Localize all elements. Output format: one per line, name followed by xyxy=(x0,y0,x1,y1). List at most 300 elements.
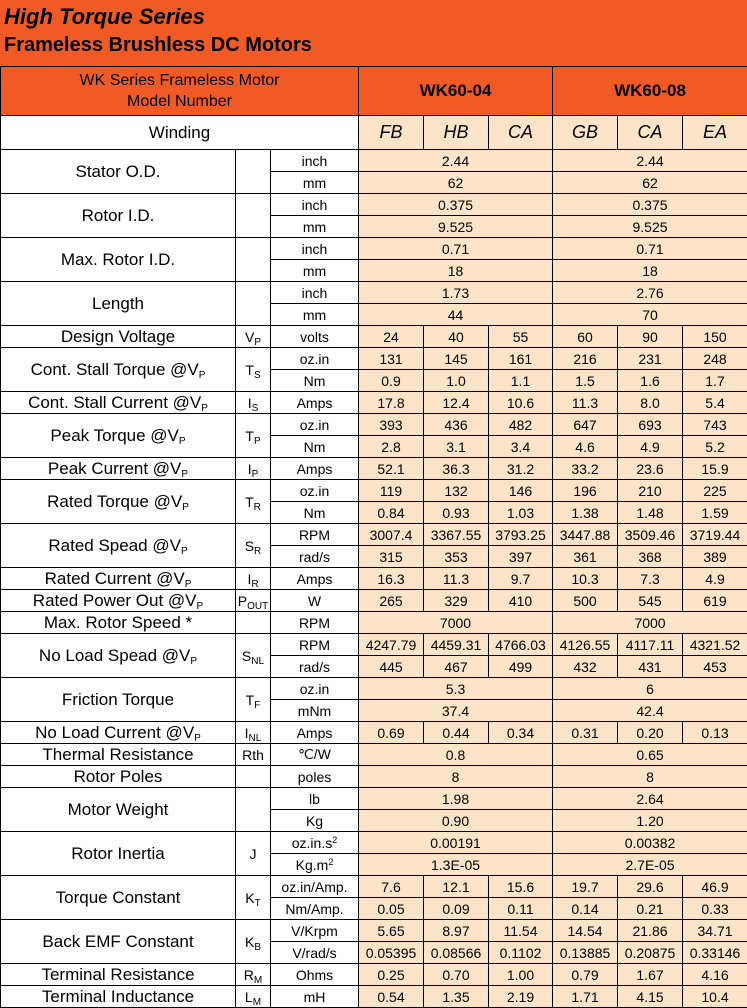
unit-cell xyxy=(271,986,359,1008)
param-name-design-voltage xyxy=(1,326,236,348)
param-symbol-torque-constant xyxy=(236,876,271,920)
symbol-text: I xyxy=(247,460,252,477)
param-name-text: Motor Weight xyxy=(67,799,169,819)
value-cell: 436 xyxy=(424,414,489,436)
value-cell: 8 xyxy=(359,766,553,788)
symbol-text: T xyxy=(245,427,254,444)
value-cell: 2.7E-05 xyxy=(553,854,747,876)
value-cell: 2.8 xyxy=(359,436,424,458)
value-cell: 397 xyxy=(489,546,553,568)
value-cell: 4.9 xyxy=(683,568,747,590)
value-cell: 0.25 xyxy=(359,964,424,986)
unit-text: oz.in/Amp. xyxy=(281,878,348,895)
param-symbol-max-rotor-speed xyxy=(236,612,271,634)
spec-row xyxy=(1,788,747,810)
series-title: High Torque Series xyxy=(4,4,205,29)
value-cell: 0.79 xyxy=(553,964,618,986)
value-cell: 1.6 xyxy=(618,370,683,392)
param-symbol-terminal-resistance xyxy=(236,964,271,986)
value-cell: 70 xyxy=(553,304,747,326)
series-subtitle: Frameless Brushless DC Motors xyxy=(4,34,312,56)
unit-cell xyxy=(271,282,359,304)
symbol-sub: P xyxy=(253,435,261,447)
unit-cell xyxy=(271,480,359,502)
value-cell: 329 xyxy=(424,590,489,612)
spec-row xyxy=(1,876,747,898)
param-name-text: Rotor Poles xyxy=(73,766,163,786)
unit-text: Nm xyxy=(303,438,326,455)
value-cell: 2.44 xyxy=(553,150,747,172)
param-name-text: Peak Current @V xyxy=(47,458,182,478)
value-cell: 24 xyxy=(359,326,424,348)
value-cell: 3719.44 xyxy=(683,524,747,546)
value-cell: 196 xyxy=(553,480,618,502)
value-cell: 619 xyxy=(683,590,747,612)
unit-text: oz.in xyxy=(299,350,330,367)
spec-row xyxy=(1,612,747,634)
value-cell: 248 xyxy=(683,348,747,370)
value-cell: 23.6 xyxy=(618,458,683,480)
value-cell: 7.3 xyxy=(618,568,683,590)
param-name-back-emf-constant xyxy=(1,920,236,964)
value-cell: 46.9 xyxy=(683,876,747,898)
symbol-text: T xyxy=(245,361,254,378)
unit-text: inch xyxy=(301,196,328,213)
unit-cell xyxy=(271,700,359,722)
unit-text: inch xyxy=(301,240,328,257)
value-cell: 0.21 xyxy=(618,898,683,920)
value-cell: 0.05 xyxy=(359,898,424,920)
param-name-text: Friction Torque xyxy=(61,689,175,709)
unit-text: Nm/Amp. xyxy=(285,900,344,917)
value-cell: 52.1 xyxy=(359,458,424,480)
unit-text: Kg.m xyxy=(295,856,329,873)
unit-cell xyxy=(271,172,359,194)
value-cell: 42.4 xyxy=(553,700,747,722)
value-cell: 9.7 xyxy=(489,568,553,590)
param-symbol-length xyxy=(236,282,271,326)
value-cell: 12.4 xyxy=(424,392,489,414)
param-name-terminal-resistance xyxy=(1,964,236,986)
unit-text: V/rad/s xyxy=(292,944,337,961)
symbol-text: I xyxy=(244,724,249,741)
model-wk60-08: WK60-08 xyxy=(553,67,747,116)
winding-ca: CA xyxy=(489,116,553,150)
unit-text: Amps xyxy=(296,570,333,587)
value-cell: 44 xyxy=(359,304,553,326)
unit-text: mm xyxy=(302,262,327,279)
value-cell: 5.65 xyxy=(359,920,424,942)
param-name-cont-stall-current-v xyxy=(1,392,236,414)
param-symbol-max-rotor-i-d xyxy=(236,238,271,282)
param-symbol-rotor-poles xyxy=(236,766,271,788)
symbol-sub: NL xyxy=(251,655,265,667)
value-cell: 2.44 xyxy=(359,150,553,172)
value-cell: 4.6 xyxy=(553,436,618,458)
value-cell: 4117.11 xyxy=(618,634,683,656)
unit-cell xyxy=(271,656,359,678)
value-cell: 9.525 xyxy=(553,216,747,238)
param-name-text: Terminal Inductance xyxy=(41,986,195,1006)
param-name-rated-current-v xyxy=(1,568,236,590)
value-cell: 16.3 xyxy=(359,568,424,590)
param-name-text: Cont. Stall Torque @V xyxy=(30,359,199,379)
param-symbol-back-emf-constant xyxy=(236,920,271,964)
unit-text: RPM xyxy=(298,636,331,653)
param-name-text: Peak Torque @V xyxy=(50,425,179,445)
spec-row xyxy=(1,634,747,656)
value-cell: 0.44 xyxy=(424,722,489,744)
value-cell: 0.1102 xyxy=(489,942,553,964)
param-name-text: Rotor I.D. xyxy=(81,205,155,225)
value-cell: 145 xyxy=(424,348,489,370)
param-name-rated-power-out-v xyxy=(1,590,236,612)
value-cell: 482 xyxy=(489,414,553,436)
param-name-sub: P xyxy=(178,435,186,447)
value-cell: 500 xyxy=(553,590,618,612)
param-name-text: Torque Constant xyxy=(55,887,181,907)
spec-row xyxy=(1,392,747,414)
param-name-text: Rated Torque @V xyxy=(47,491,183,511)
value-cell: 431 xyxy=(618,656,683,678)
unit-cell xyxy=(271,678,359,700)
param-symbol-peak-torque-v xyxy=(236,414,271,458)
symbol-sub: S xyxy=(253,369,261,381)
value-cell: 0.9 xyxy=(359,370,424,392)
winding-gb: GB xyxy=(553,116,618,150)
unit-cell xyxy=(271,238,359,260)
value-cell: 0.65 xyxy=(553,744,747,766)
param-name-text: Rotor Inertia xyxy=(71,843,165,863)
param-name-text: Terminal Resistance xyxy=(41,964,195,984)
spec-row xyxy=(1,744,747,766)
spec-row xyxy=(1,766,747,788)
param-symbol-design-voltage xyxy=(236,326,271,348)
spec-row xyxy=(1,524,747,546)
param-name-text: Rated Spead @V xyxy=(48,535,181,555)
symbol-text: K xyxy=(244,933,255,950)
param-name-rated-spead-v xyxy=(1,524,236,568)
symbol-sub: R xyxy=(251,578,259,590)
value-cell: 410 xyxy=(489,590,553,612)
value-cell: 1.7 xyxy=(683,370,747,392)
symbol-text: K xyxy=(245,889,255,906)
value-cell: 4247.79 xyxy=(359,634,424,656)
spec-row xyxy=(1,678,747,700)
param-name-no-load-spead-v xyxy=(1,634,236,678)
value-cell: 647 xyxy=(553,414,618,436)
value-cell: 1.59 xyxy=(683,502,747,524)
value-cell: 3793.25 xyxy=(489,524,553,546)
value-cell: 90 xyxy=(618,326,683,348)
value-cell: 4126.55 xyxy=(553,634,618,656)
unit-text: Amps xyxy=(296,460,333,477)
param-symbol-terminal-inductance xyxy=(236,986,271,1008)
param-symbol-cont-stall-current-v xyxy=(236,392,271,414)
value-cell: 499 xyxy=(489,656,553,678)
value-cell: 60 xyxy=(553,326,618,348)
spec-row xyxy=(1,150,747,172)
param-symbol-no-load-current-v xyxy=(236,722,271,744)
param-name-rotor-poles xyxy=(1,766,236,788)
param-name-text: Design Voltage xyxy=(60,326,176,346)
value-cell: 18 xyxy=(359,260,553,282)
unit-text: mm xyxy=(302,174,327,191)
value-cell: 1.35 xyxy=(424,986,489,1008)
param-symbol-cont-stall-torque-v xyxy=(236,348,271,392)
unit-text: rad/s xyxy=(298,658,331,675)
value-cell: 17.8 xyxy=(359,392,424,414)
value-cell: 1.38 xyxy=(553,502,618,524)
spec-row xyxy=(1,964,747,986)
value-cell: 119 xyxy=(359,480,424,502)
value-cell: 545 xyxy=(618,590,683,612)
spec-row xyxy=(1,414,747,436)
value-cell: 2.76 xyxy=(553,282,747,304)
unit-cell xyxy=(271,920,359,942)
unit-text: Amps xyxy=(296,394,333,411)
value-cell: 3.1 xyxy=(424,436,489,458)
spec-row xyxy=(1,722,747,744)
param-name-text: Length xyxy=(92,293,144,313)
value-cell: 3.4 xyxy=(489,436,553,458)
symbol-sub: M xyxy=(252,996,262,1008)
symbol-text: T xyxy=(245,493,254,510)
spec-row xyxy=(1,832,747,854)
value-cell: 62 xyxy=(553,172,747,194)
unit-text: inch xyxy=(301,152,328,169)
value-cell: 210 xyxy=(618,480,683,502)
unit-text: RPM xyxy=(298,614,331,631)
value-cell: 131 xyxy=(359,348,424,370)
value-cell: 0.84 xyxy=(359,502,424,524)
unit-text: mm xyxy=(302,218,327,235)
value-cell: 0.375 xyxy=(553,194,747,216)
value-cell: 18 xyxy=(553,260,747,282)
symbol-text: Rth xyxy=(242,746,264,763)
value-cell: 150 xyxy=(683,326,747,348)
value-cell: 34.71 xyxy=(683,920,747,942)
unit-text: RPM xyxy=(298,526,331,543)
param-symbol-rated-power-out-v xyxy=(236,590,271,612)
spec-row xyxy=(1,920,747,942)
symbol-text: I xyxy=(247,570,252,587)
param-name-max-rotor-speed xyxy=(1,612,236,634)
unit-cell xyxy=(271,590,359,612)
unit-cell xyxy=(271,546,359,568)
param-name-torque-constant xyxy=(1,876,236,920)
value-cell: 0.20875 xyxy=(618,942,683,964)
spec-row xyxy=(1,326,747,348)
param-symbol-friction-torque xyxy=(236,678,271,722)
param-name-rotor-i-d xyxy=(1,194,236,238)
winding-hb: HB xyxy=(424,116,489,150)
value-cell: 1.03 xyxy=(489,502,553,524)
value-cell: 11.3 xyxy=(553,392,618,414)
param-name-sub: P xyxy=(181,468,189,480)
value-cell: 8 xyxy=(553,766,747,788)
value-cell: 37.4 xyxy=(359,700,553,722)
spec-row xyxy=(1,480,747,502)
value-cell: 0.375 xyxy=(359,194,553,216)
value-cell: 0.90 xyxy=(359,810,553,832)
symbol-text: S xyxy=(241,647,252,664)
value-cell: 11.54 xyxy=(489,920,553,942)
param-name-text: Cont. Stall Current @V xyxy=(28,392,202,412)
value-cell: 1.1 xyxy=(489,370,553,392)
value-cell: 467 xyxy=(424,656,489,678)
value-cell: 9.525 xyxy=(359,216,553,238)
winding-ea: EA xyxy=(683,116,747,150)
unit-cell xyxy=(271,194,359,216)
unit-text: V/Krpm xyxy=(291,922,338,939)
param-name-text: Back EMF Constant xyxy=(42,931,194,951)
unit-cell xyxy=(271,436,359,458)
value-cell: 31.2 xyxy=(489,458,553,480)
unit-cell xyxy=(271,150,359,172)
param-name-terminal-inductance xyxy=(1,986,236,1008)
value-cell: 21.86 xyxy=(618,920,683,942)
unit-cell xyxy=(271,634,359,656)
unit-cell xyxy=(271,788,359,810)
param-name-text: Max. Rotor I.D. xyxy=(60,249,176,269)
value-cell: 445 xyxy=(359,656,424,678)
value-cell: 3007.4 xyxy=(359,524,424,546)
value-cell: 62 xyxy=(359,172,553,194)
symbol-text: V xyxy=(244,328,255,345)
unit-sup: 2 xyxy=(328,856,334,867)
unit-cell xyxy=(271,832,359,854)
param-name-text: Stator O.D. xyxy=(75,161,161,181)
value-cell: 743 xyxy=(683,414,747,436)
value-cell: 0.71 xyxy=(553,238,747,260)
param-symbol-rated-spead-v xyxy=(236,524,271,568)
value-cell: 7.6 xyxy=(359,876,424,898)
value-cell: 7000 xyxy=(553,612,747,634)
param-name-sub: P xyxy=(201,402,208,414)
symbol-text: I xyxy=(247,394,252,411)
unit-text: oz.in xyxy=(299,482,330,499)
unit-text: mm xyxy=(302,306,327,323)
param-symbol-motor-weight xyxy=(236,788,271,832)
value-cell: 10.4 xyxy=(683,986,747,1008)
param-name-peak-torque-v xyxy=(1,414,236,458)
value-cell: 10.6 xyxy=(489,392,553,414)
value-cell: 0.34 xyxy=(489,722,553,744)
unit-cell xyxy=(271,524,359,546)
param-symbol-rated-torque-v xyxy=(236,480,271,524)
symbol-sub: M xyxy=(253,974,263,986)
value-cell: 14.54 xyxy=(553,920,618,942)
unit-text: ℃/W xyxy=(298,746,331,762)
value-cell: 1.48 xyxy=(618,502,683,524)
unit-text: Kg xyxy=(305,812,324,829)
value-cell: 55 xyxy=(489,326,553,348)
unit-cell xyxy=(271,876,359,898)
unit-cell xyxy=(271,260,359,282)
value-cell: 7000 xyxy=(359,612,553,634)
value-cell: 40 xyxy=(424,326,489,348)
value-cell: 0.8 xyxy=(359,744,553,766)
unit-cell xyxy=(271,326,359,348)
param-symbol-no-load-spead-v xyxy=(236,634,271,678)
symbol-text: R xyxy=(243,966,254,983)
param-name-text: No Load Spead @V xyxy=(38,645,191,665)
unit-cell xyxy=(271,502,359,524)
value-cell: 1.71 xyxy=(553,986,618,1008)
value-cell: 0.70 xyxy=(424,964,489,986)
value-cell: 0.33 xyxy=(683,898,747,920)
value-cell: 4.9 xyxy=(618,436,683,458)
param-name-peak-current-v xyxy=(1,458,236,480)
value-cell: 693 xyxy=(618,414,683,436)
value-cell: 2.19 xyxy=(489,986,553,1008)
value-cell: 3447.88 xyxy=(553,524,618,546)
value-cell: 315 xyxy=(359,546,424,568)
value-cell: 368 xyxy=(618,546,683,568)
param-symbol-stator-o-d xyxy=(236,150,271,194)
series-label-line2: Model Number xyxy=(127,93,232,110)
value-cell: 0.54 xyxy=(359,986,424,1008)
value-cell: 0.00191 xyxy=(359,832,553,854)
value-cell: 3367.55 xyxy=(424,524,489,546)
page-header xyxy=(0,0,747,66)
winding-ca-2: CA xyxy=(618,116,683,150)
value-cell: 0.13885 xyxy=(553,942,618,964)
unit-text: W xyxy=(307,592,322,609)
symbol-text: L xyxy=(244,988,253,1005)
param-name-sub: P xyxy=(182,501,189,513)
symbol-sub: B xyxy=(254,941,261,953)
value-cell: 10.3 xyxy=(553,568,618,590)
value-cell: 1.73 xyxy=(359,282,553,304)
symbol-sub: P xyxy=(254,336,261,348)
value-cell: 0.20 xyxy=(618,722,683,744)
param-name-text: No Load Current @V xyxy=(35,722,195,742)
value-cell: 0.71 xyxy=(359,238,553,260)
unit-text: Nm xyxy=(303,372,326,389)
value-cell: 15.6 xyxy=(489,876,553,898)
value-cell: 453 xyxy=(683,656,747,678)
value-cell: 36.3 xyxy=(424,458,489,480)
unit-cell xyxy=(271,458,359,480)
value-cell: 0.33146 xyxy=(683,942,747,964)
unit-cell xyxy=(271,744,359,766)
unit-cell xyxy=(271,810,359,832)
value-cell: 2.64 xyxy=(553,788,747,810)
param-name-no-load-current-v xyxy=(1,722,236,744)
spec-row xyxy=(1,282,747,304)
unit-cell xyxy=(271,216,359,238)
unit-text: oz.in xyxy=(299,680,330,697)
unit-cell xyxy=(271,964,359,986)
unit-text: Ohms xyxy=(295,966,334,983)
value-cell: 6 xyxy=(553,678,747,700)
param-name-rated-torque-v xyxy=(1,480,236,524)
series-label-cell xyxy=(1,67,359,116)
spec-row xyxy=(1,238,747,260)
value-cell: 1.5 xyxy=(553,370,618,392)
value-cell: 0.69 xyxy=(359,722,424,744)
symbol-sub: R xyxy=(254,545,262,557)
value-cell: 161 xyxy=(489,348,553,370)
value-cell: 265 xyxy=(359,590,424,612)
value-cell: 5.4 xyxy=(683,392,747,414)
value-cell: 0.13 xyxy=(683,722,747,744)
value-cell: 8.0 xyxy=(618,392,683,414)
value-cell: 0.31 xyxy=(553,722,618,744)
series-label-line1: WK Series Frameless Motor xyxy=(79,72,280,89)
